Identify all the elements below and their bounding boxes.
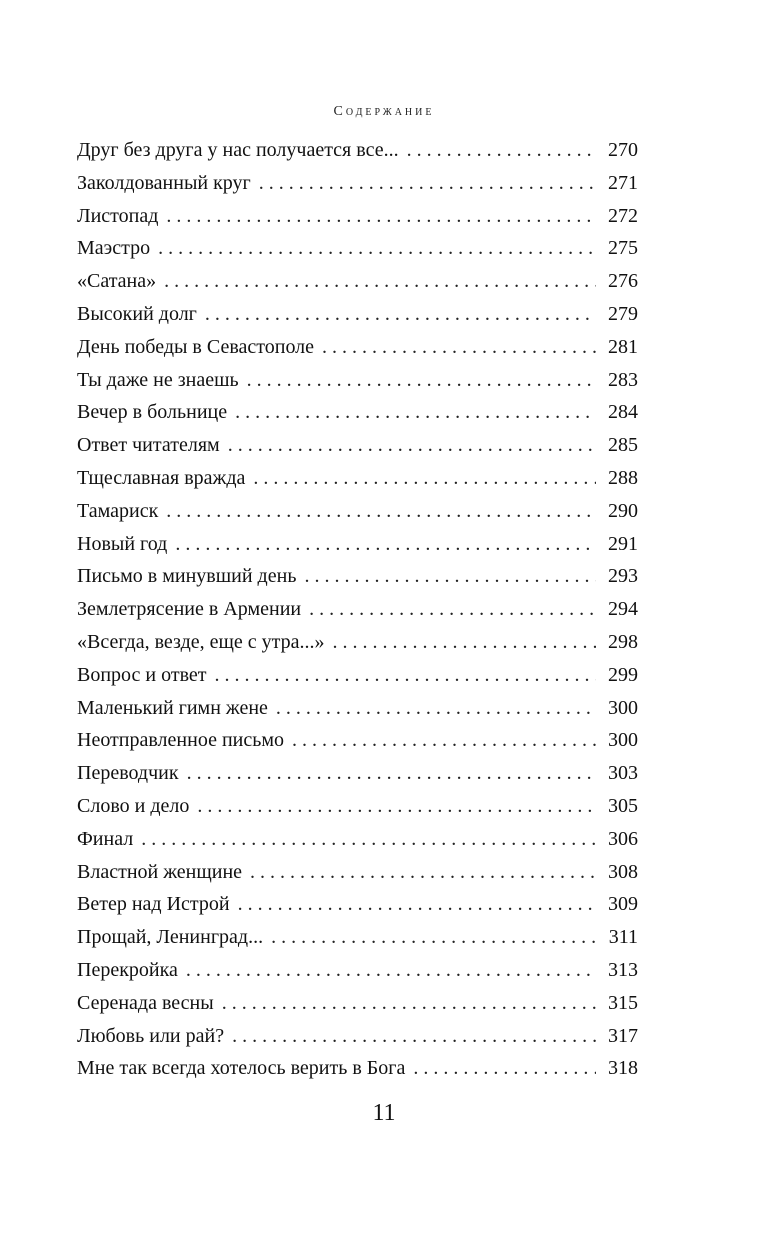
toc-entry-title: Слово и дело	[77, 794, 190, 817]
toc-entry-page: 300	[608, 729, 638, 752]
running-head: Содержание	[333, 104, 435, 119]
toc-dot-leader	[186, 954, 596, 987]
toc-entry-page: 298	[608, 630, 638, 653]
toc-entry	[77, 1020, 638, 1053]
toc-entry-page: 284	[608, 401, 638, 424]
toc-dot-leader	[276, 692, 596, 725]
toc-dot-leader	[205, 298, 596, 331]
toc-entry	[77, 659, 638, 692]
toc-dot-leader	[238, 888, 596, 921]
toc-entry-page: 305	[608, 794, 638, 817]
toc-entry-page: 318	[608, 1057, 638, 1080]
toc-entry-title: Маленький гимн жене	[77, 696, 268, 719]
toc-entry	[77, 429, 638, 462]
toc-entry-title: Высокий долг	[77, 302, 197, 325]
toc-entry	[77, 921, 638, 954]
toc-entry-page: 275	[608, 237, 638, 260]
toc-dot-leader	[215, 659, 596, 692]
toc-entry	[77, 364, 638, 397]
toc-dot-leader	[292, 724, 596, 757]
toc-entry-page: 291	[608, 532, 638, 555]
table-of-contents	[77, 134, 638, 1085]
toc-entry-title: Мне так всегда хотелось верить в Бога	[77, 1057, 406, 1080]
toc-entry-title: Властной женщине	[77, 860, 243, 883]
toc-entry-page: 313	[608, 958, 638, 981]
toc-entry	[77, 823, 638, 856]
toc-entry	[77, 626, 638, 659]
toc-entry-title: Вечер в больнице	[77, 401, 228, 424]
toc-entry-title: «Всегда, везде, еще с утра...»	[77, 630, 325, 653]
toc-dot-leader	[322, 331, 596, 364]
toc-entry-title: Заколдованный круг	[77, 171, 251, 194]
toc-entry	[77, 888, 638, 921]
toc-dot-leader	[333, 626, 596, 659]
toc-entry	[77, 331, 638, 364]
toc-entry	[77, 954, 638, 987]
toc-entry	[77, 167, 638, 200]
toc-entry-page: 309	[608, 893, 638, 916]
toc-entry	[77, 560, 638, 593]
toc-entry	[77, 856, 638, 889]
toc-entry-page: 300	[608, 696, 638, 719]
toc-dot-leader	[407, 134, 596, 167]
toc-entry	[77, 134, 638, 167]
toc-dot-leader	[247, 364, 596, 397]
toc-entry	[77, 396, 638, 429]
toc-dot-leader	[175, 528, 596, 561]
toc-entry	[77, 692, 638, 725]
toc-entry-title: Друг без друга у нас получается все...	[77, 139, 399, 161]
toc-entry-page: 281	[608, 335, 638, 358]
toc-entry-page: 299	[608, 663, 638, 686]
toc-dot-leader	[228, 429, 596, 462]
toc-entry-title: Землетрясение в Армении	[77, 598, 302, 621]
toc-dot-leader	[164, 265, 596, 298]
toc-entry-title: Вопрос и ответ	[77, 663, 207, 686]
toc-dot-leader	[232, 1020, 596, 1053]
toc-dot-leader	[253, 462, 596, 495]
toc-entry	[77, 265, 638, 298]
toc-entry	[77, 593, 638, 626]
toc-entry-page: 315	[608, 991, 638, 1014]
toc-entry-title: Переводчик	[77, 762, 179, 785]
toc-entry	[77, 757, 638, 790]
toc-entry-page: 303	[608, 762, 638, 785]
toc-entry	[77, 1052, 638, 1085]
toc-entry-title: Письмо в минувший день	[77, 565, 297, 588]
toc-dot-leader	[235, 396, 596, 429]
toc-dot-leader	[141, 823, 596, 856]
toc-dot-leader	[158, 232, 596, 265]
toc-entry	[77, 495, 638, 528]
page-number: 11	[372, 1100, 396, 1126]
toc-entry	[77, 298, 638, 331]
toc-entry-page: 272	[608, 204, 638, 227]
toc-dot-leader	[222, 987, 596, 1020]
toc-dot-leader	[259, 167, 596, 200]
toc-entry-title: Тщеславная вражда	[77, 466, 246, 489]
toc-entry-page: 285	[608, 434, 638, 457]
toc-entry-title: Ты даже не знаешь	[77, 368, 239, 391]
toc-entry-page: 271	[608, 171, 638, 194]
toc-dot-leader	[187, 757, 596, 790]
toc-entry-title: Ветер над Истрой	[77, 893, 230, 916]
toc-entry-page: 317	[608, 1024, 638, 1047]
toc-entry	[77, 790, 638, 823]
toc-dot-leader	[271, 921, 596, 954]
toc-entry-title: Маэстро	[77, 237, 151, 260]
toc-entry-title: Финал	[77, 827, 134, 850]
toc-entry-page: 311	[608, 926, 638, 949]
toc-entry	[77, 462, 638, 495]
toc-entry-page: 270	[608, 139, 638, 161]
toc-entry-title: Листопад	[77, 204, 159, 227]
toc-entry-page: 288	[608, 466, 638, 489]
toc-entry-page: 283	[608, 368, 638, 391]
toc-entry-title: День победы в Севастополе	[77, 335, 315, 358]
toc-entry-title: Перекройка	[77, 958, 178, 981]
toc-entry-title: Неотправленное письмо	[77, 729, 285, 752]
toc-entry	[77, 528, 638, 561]
toc-entry-title: Прощай, Ленинград...	[77, 926, 264, 949]
toc-dot-leader	[304, 560, 596, 593]
toc-entry-page: 276	[608, 270, 638, 293]
toc-dot-leader	[166, 495, 596, 528]
toc-entry-page: 294	[608, 598, 638, 621]
toc-entry	[77, 987, 638, 1020]
toc-entry-page: 293	[608, 565, 638, 588]
toc-entry-title: «Сатана»	[77, 270, 157, 293]
toc-entry-page: 290	[608, 499, 638, 522]
toc-entry-page: 279	[608, 302, 638, 325]
toc-entry	[77, 232, 638, 265]
toc-dot-leader	[197, 790, 596, 823]
toc-dot-leader	[309, 593, 596, 626]
toc-entry-page: 306	[608, 827, 638, 850]
toc-entry-title: Серенада весны	[77, 991, 214, 1014]
toc-dot-leader	[413, 1052, 596, 1085]
toc-entry-title: Тамариск	[77, 499, 159, 522]
toc-entry-page: 308	[608, 860, 638, 883]
toc-entry	[77, 724, 638, 757]
toc-entry	[77, 200, 638, 233]
toc-entry-title: Новый год	[77, 532, 168, 555]
toc-dot-leader	[166, 200, 596, 233]
toc-dot-leader	[250, 856, 596, 889]
toc-entry-title: Любовь или рай?	[77, 1024, 225, 1047]
toc-entry-title: Ответ читателям	[77, 434, 220, 457]
